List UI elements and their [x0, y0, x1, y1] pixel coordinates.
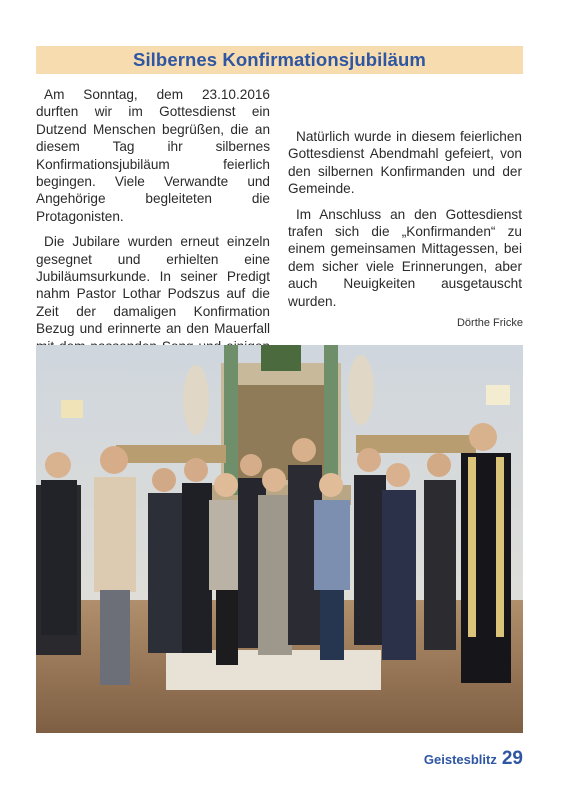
- author-credit: Dörthe Fricke: [456, 317, 523, 329]
- magazine-name: Geistesblitz: [423, 752, 497, 767]
- text-column-right: [288, 86, 522, 318]
- article-title: Silbernes Konfirmationsjubiläum: [133, 49, 426, 70]
- article-title-bar: [36, 46, 523, 74]
- column-continuation-space: [288, 86, 522, 128]
- church-group-photo-illustration: [36, 345, 523, 733]
- group-photo: [36, 345, 523, 733]
- paragraph-3: Natürlich wurde in diesem feierlichen Gottesdienst Abendmahl gefeiert, von den silbernen Konfirmanden und der Gemeinde.: [288, 129, 522, 197]
- paragraph-1: Am Sonntag, dem 23.10.2016 durften wir im Gottesdienst ein Dutzend Menschen begrüßen, die an diesem Tag ihr silbernes Konfirmationsjubiläum feierlich begingen. Viele Verwandte und Angehörige begleiteten die Protagonisten.: [36, 87, 270, 224]
- paragraph-4: Im Anschluss an den Gottesdienst trafen sich die „Konfirmanden“ zu einem gemeinsamen Mittagessen, bei dem sicher viele Erinnerungen, aber auch Neuigkeiten ausgetauscht wurden.: [288, 206, 522, 309]
- paragraph-2: Die Jubilare wurden erneut einzeln gesegnet und erhielten eine Jubiläumsurkunde. In seiner Predigt nahm Pastor Lothar Podszus auf die Zeit der damaligen Konfirmation Bezug und erinnerte an den Mauerfall: [36, 234, 270, 337]
- text-column-left: [36, 86, 270, 373]
- page-footer: [424, 748, 523, 770]
- page-number: 29: [501, 748, 523, 769]
